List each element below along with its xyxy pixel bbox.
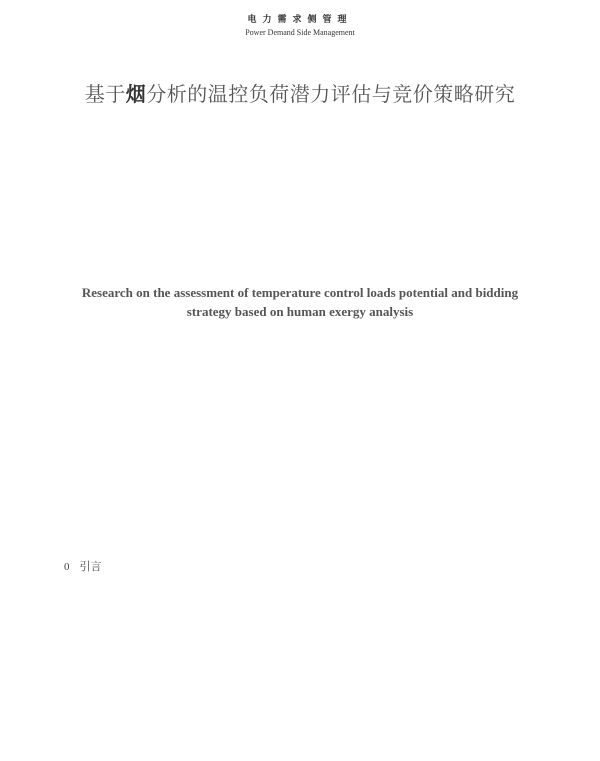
title-en-line-1: Research on the assessment of temperature control loads potential and bidding (81, 285, 519, 300)
section-heading-introduction (64, 560, 102, 574)
journal-name-en: Power Demand Side Management (245, 28, 355, 37)
title-cn-suffix: 分析的温控负荷潜力评估与竞价策略研究 (146, 82, 516, 106)
section-label: 引言 (79, 560, 102, 573)
title-cn-emphasis: 烟 (125, 82, 147, 106)
section-number: 0 (64, 561, 70, 573)
journal-name-cn: 电力需求侧管理 (247, 15, 353, 25)
paper-title-cn (0, 80, 600, 108)
title-en-line-2: strategy based on human exergy analysis (186, 304, 414, 319)
journal-header (0, 14, 600, 38)
paper-title-en (60, 283, 540, 321)
title-cn-prefix: 基于 (84, 82, 126, 106)
